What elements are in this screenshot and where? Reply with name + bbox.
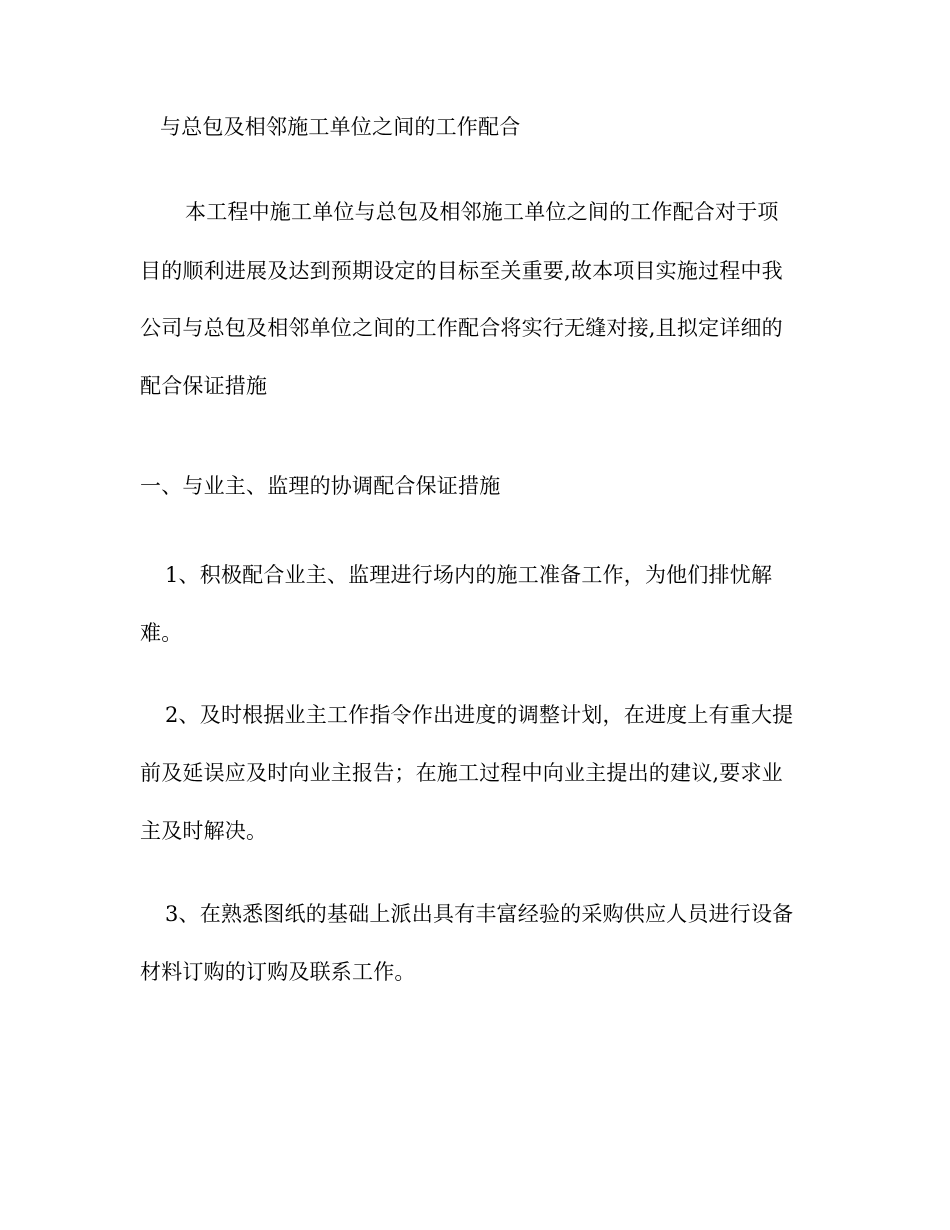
intro-line: 公司与总包及相邻单位之间的工作配合将实行无缝对接,且拟定详细的 [140, 316, 783, 340]
intro-line: 配合保证措施 [140, 374, 268, 398]
intro-line: 目的顺利进展及达到预期设定的目标至关重要,故本项目实施过程中我 [140, 259, 783, 283]
list-item-line: 3、在熟悉图纸的基础上派出具有丰富经验的采购供应人员进行设备 [165, 902, 794, 926]
list-item-line: 主及时解决。 [140, 819, 268, 843]
list-item-line: 2、及时根据业主工作指令作出进度的调整计划，在进度上有重大提 [165, 703, 794, 727]
list-item-line: 前及延误应及时向业主报告；在施工过程中向业主提出的建议,要求业 [140, 761, 783, 785]
section-heading: 一、与业主、监理的协调配合保证措施 [140, 474, 501, 498]
intro-line: 本工程中施工单位与总包及相邻施工单位之间的工作配合对于项 [185, 200, 779, 224]
list-item-line: 难。 [140, 621, 183, 645]
document-title: 与总包及相邻施工单位之间的工作配合 [160, 115, 521, 139]
list-item-line: 1、积极配合业主、监理进行场内的施工准备工作，为他们排忧解 [165, 563, 773, 587]
list-item-line: 材料订购的订购及联系工作。 [140, 960, 416, 984]
